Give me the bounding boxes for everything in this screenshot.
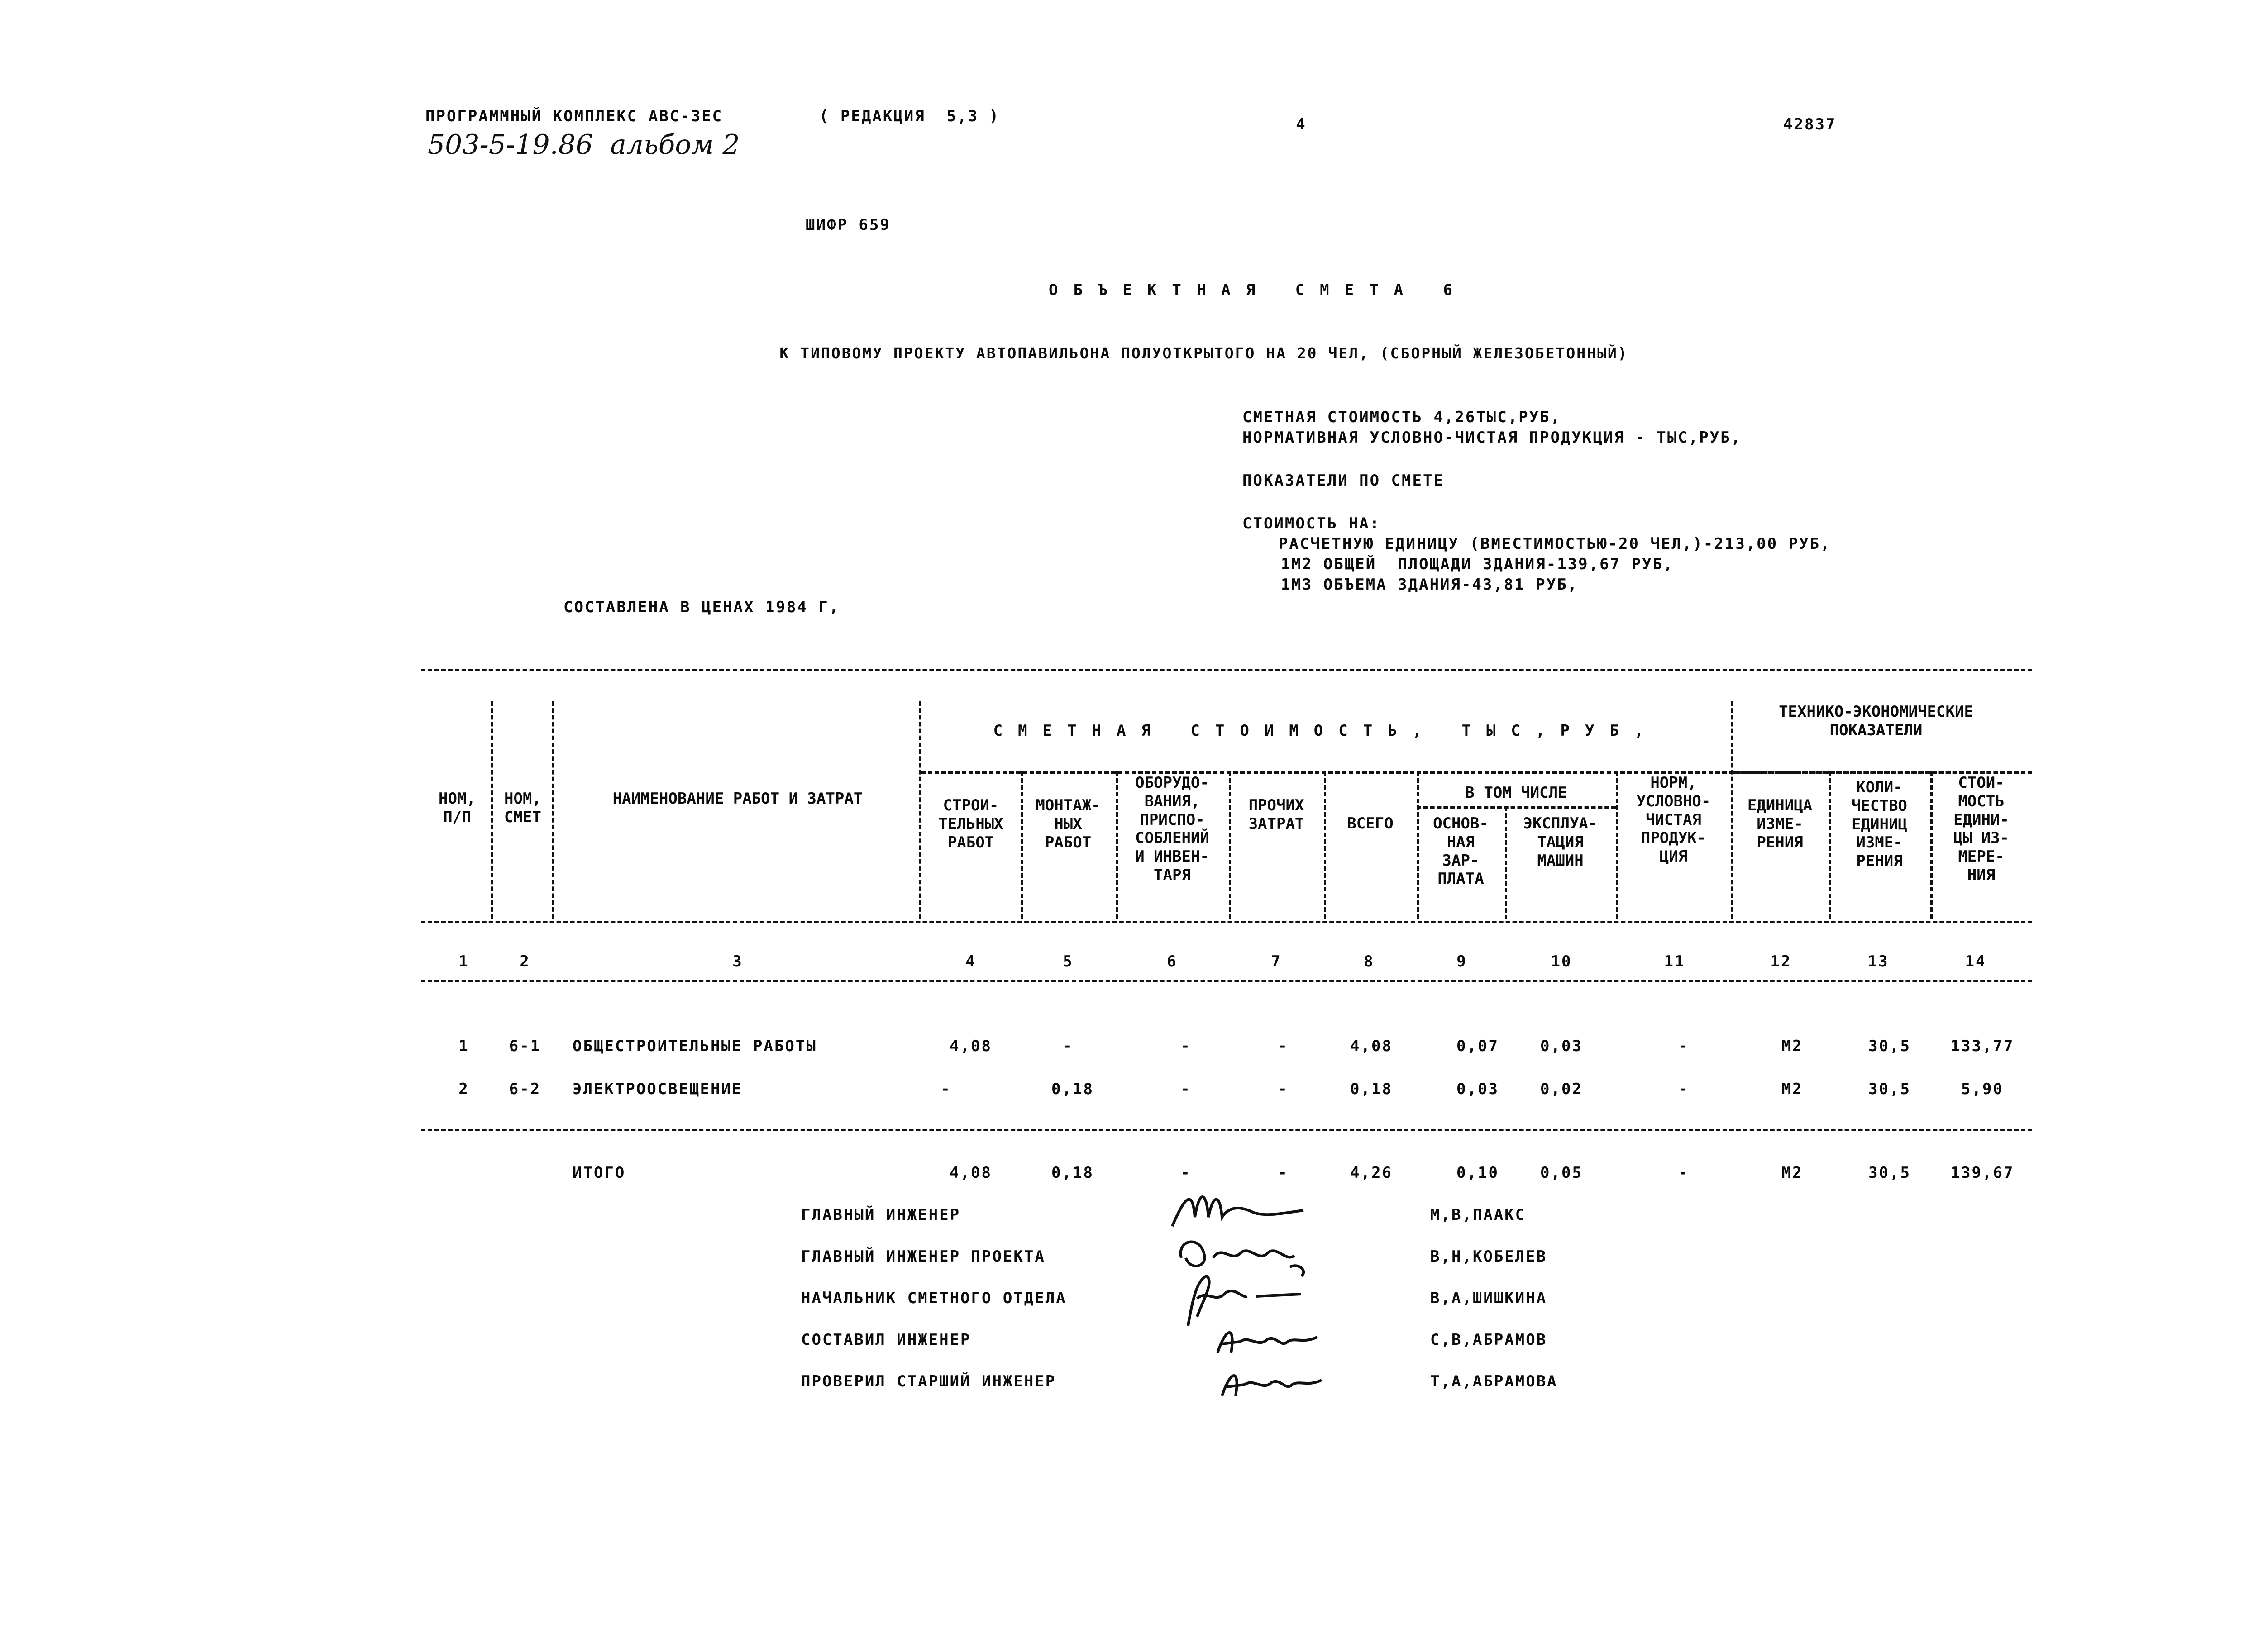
signature-role: ГЛАВНЫЙ ИНЖЕНЕР	[801, 1206, 961, 1224]
signature-role: НАЧАЛЬНИК СМЕТНОГО ОТДЕЛА	[801, 1289, 1067, 1307]
signature-name: В,Н,КОБЕЛЕВ	[1430, 1247, 1547, 1266]
col-divider	[919, 701, 921, 919]
col-divider	[552, 701, 554, 919]
signature-role: СОСТАВИЛ ИНЖЕНЕР	[801, 1331, 971, 1349]
indicators-heading: ПОКАЗАТЕЛИ ПО СМЕТЕ	[1242, 471, 1444, 490]
total-net-product: -	[1678, 1164, 1689, 1182]
total-wages: 0,10	[1456, 1164, 1499, 1182]
row-num: 2	[458, 1080, 469, 1098]
row-unit: М2	[1781, 1037, 1803, 1055]
col-number: 6	[1167, 952, 1178, 971]
total-quantity: 30,5	[1868, 1164, 1911, 1182]
col-header-wages: ОСНОВ- НАЯ ЗАР- ПЛАТА	[1433, 814, 1489, 888]
total-total: 4,26	[1350, 1164, 1393, 1182]
table-rule-top	[421, 669, 2032, 671]
row-wages: 0,03	[1456, 1080, 1499, 1098]
group-header-tech: ТЕХНИКО-ЭКОНОМИЧЕСКИЕ ПОКАЗАТЕЛИ	[1779, 703, 1973, 739]
row-work-name: ЭЛЕКТРООСВЕЩЕНИЕ	[573, 1080, 743, 1098]
table-rule-header-bottom	[421, 921, 2032, 923]
cost-per-m2: 1М2 ОБЩЕЙ ПЛОЩАДИ ЗДАНИЯ-139,67 РУБ,	[1281, 555, 1674, 573]
total-unit-cost: 139,67	[1950, 1164, 2015, 1182]
col-number: 5	[1063, 952, 1074, 971]
col-header-installation: МОНТАЖ- НЫХ РАБОТ	[1036, 796, 1101, 852]
col-number: 1	[458, 952, 469, 971]
col-number: 7	[1271, 952, 1282, 971]
row-estimate-num: 6-2	[509, 1080, 541, 1098]
col-divider	[1324, 771, 1326, 919]
row-construction: 4,08	[950, 1037, 992, 1055]
signature-name: Т,А,АБРАМОВА	[1430, 1372, 1558, 1390]
cost-per-label: СТОИМОСТЬ НА:	[1242, 514, 1381, 533]
row-other: -	[1278, 1037, 1289, 1055]
col-number: 11	[1664, 952, 1685, 971]
summary-cost: СМЕТНАЯ СТОИМОСТЬ 4,26ТЫС,РУБ,	[1242, 408, 1561, 426]
row-equipment: -	[1180, 1080, 1191, 1098]
row-unit-cost: 133,77	[1950, 1037, 2015, 1055]
page-number: 4	[1296, 115, 1307, 133]
col-number: 14	[1965, 952, 1986, 971]
row-total: 0,18	[1350, 1080, 1393, 1098]
signature-name: С,В,АБРАМОВ	[1430, 1331, 1547, 1349]
col-header-estimate-num: НОМ, СМЕТ	[504, 790, 541, 826]
row-net-product: -	[1678, 1080, 1689, 1098]
col-number: 13	[1867, 952, 1889, 971]
handwritten-signature	[1213, 1360, 1331, 1409]
row-estimate-num: 6-1	[509, 1037, 541, 1055]
summary-normative: НОРМАТИВНАЯ УСЛОВНО-ЧИСТАЯ ПРОДУКЦИЯ - ТЫС,РУБ,	[1242, 428, 1742, 447]
handwritten-signature	[1168, 1185, 1313, 1235]
form-code: ШИФР 659	[806, 216, 891, 234]
row-installation: 0,18	[1051, 1080, 1094, 1098]
signature-role: ПРОВЕРИЛ СТАРШИЙ ИНЖЕНЕР	[801, 1372, 1056, 1390]
estimate-title: ОБЪЕКТНАЯ СМЕТА 6	[1049, 281, 1468, 299]
row-equipment: -	[1180, 1037, 1191, 1055]
total-unit: М2	[1781, 1164, 1803, 1182]
total-label: ИТОГО	[573, 1164, 626, 1182]
total-machines: 0,05	[1540, 1164, 1583, 1182]
row-wages: 0,07	[1456, 1037, 1499, 1055]
total-installation: 0,18	[1051, 1164, 1094, 1182]
col-header-unit: ЕДИНИЦА ИЗМЕ- РЕНИЯ	[1747, 796, 1813, 852]
total-other: -	[1278, 1164, 1289, 1182]
col-number: 12	[1770, 952, 1792, 971]
row-num: 1	[458, 1037, 469, 1055]
col-header-unit-cost: СТОИ- МОСТЬ ЕДИНИ- ЦЫ ИЗ- МЕРЕ- НИЯ	[1953, 774, 2009, 884]
row-total: 4,08	[1350, 1037, 1393, 1055]
row-construction: -	[941, 1080, 951, 1098]
col-number: 8	[1364, 952, 1375, 971]
total-construction: 4,08	[950, 1164, 992, 1182]
row-unit-cost: 5,90	[1961, 1080, 2004, 1098]
col-header-quantity: КОЛИ- ЧЕСТВО ЕДИНИЦ ИЗМЕ- РЕНИЯ	[1852, 778, 1907, 871]
col-header-machines: ЭКСПЛУА- ТАЦИЯ МАШИН	[1523, 814, 1598, 870]
col-header-num: НОМ, П/П	[439, 790, 476, 826]
signature-name: В,А,ШИШКИНА	[1430, 1289, 1547, 1307]
total-equipment: -	[1180, 1164, 1191, 1182]
col-header-other: ПРОЧИХ ЗАТРАТ	[1248, 796, 1304, 833]
cost-per-m3: 1М3 ОБЪЕМА ЗДАНИЯ-43,81 РУБ,	[1281, 576, 1579, 594]
row-quantity: 30,5	[1868, 1080, 1911, 1098]
col-number: 2	[520, 952, 530, 971]
row-other: -	[1278, 1080, 1289, 1098]
program-name: ПРОГРАММНЫЙ КОМПЛЕКС АВС-ЗЕС	[425, 107, 723, 125]
col-header-net-product: НОРМ, УСЛОВНО- ЧИСТАЯ ПРОДУК- ЦИЯ	[1636, 774, 1711, 866]
col-divider	[1229, 771, 1231, 919]
col-header-work-name: НАИМЕНОВАНИЕ РАБОТ И ЗАТРАТ	[612, 790, 863, 808]
table-rule-inthat	[1417, 806, 1616, 809]
row-installation: -	[1063, 1037, 1074, 1055]
col-number: 4	[965, 952, 976, 971]
estimate-subtitle: К ТИПОВОМУ ПРОЕКТУ АВТОПАВИЛЬОНА ПОЛУОТКРЫТОГО НА 20 ЧЕЛ, (СБОРНЫЙ ЖЕЛЕЗОБЕТОННЫЙ)	[779, 344, 1628, 362]
signature-role: ГЛАВНЫЙ ИНЖЕНЕР ПРОЕКТА	[801, 1247, 1046, 1266]
col-header-construction: СТРОИ- ТЕЛЬНЫХ РАБОТ	[938, 796, 1003, 852]
table-rule-body-bottom	[421, 1129, 2032, 1131]
group-header-cost: СМЕТНАЯ СТОИМОСТЬ, ТЫС,РУБ,	[993, 722, 1659, 740]
col-number: 3	[732, 952, 743, 971]
row-work-name: ОБЩЕСТРОИТЕЛЬНЫЕ РАБОТЫ	[573, 1037, 817, 1055]
in-that-number-header: В ТОМ ЧИСЛЕ	[1465, 784, 1567, 802]
edition-label: ( РЕДАКЦИЯ 5,3 )	[819, 107, 1000, 125]
row-unit: М2	[1781, 1080, 1803, 1098]
handwritten-signature	[1208, 1317, 1326, 1366]
col-number: 9	[1456, 952, 1467, 971]
col-header-total: ВСЕГО	[1347, 814, 1394, 833]
row-machines: 0,03	[1540, 1037, 1583, 1055]
row-machines: 0,02	[1540, 1080, 1583, 1098]
prices-note: СОСТАВЛЕНА В ЦЕНАХ 1984 Г,	[563, 598, 840, 616]
row-quantity: 30,5	[1868, 1037, 1911, 1055]
signature-name: М,В,ПААКС	[1430, 1206, 1526, 1224]
document-number: 42837	[1783, 115, 1837, 133]
row-net-product: -	[1678, 1037, 1689, 1055]
handwritten-reference: 503-5-19.86 альбом 2	[428, 129, 740, 161]
cost-per-unit: РАСЧЕТНУЮ ЕДИНИЦУ (ВМЕСТИМОСТЬЮ-20 ЧЕЛ,)-213,00 РУБ,	[1279, 535, 1831, 553]
col-number: 10	[1551, 952, 1572, 971]
table-rule-numbers-bottom	[421, 980, 2032, 982]
col-header-equipment: ОБОРУДО- ВАНИЯ, ПРИСПО- СОБЛЕНИЙ И ИНВЕН- ТАРЯ	[1135, 774, 1209, 884]
